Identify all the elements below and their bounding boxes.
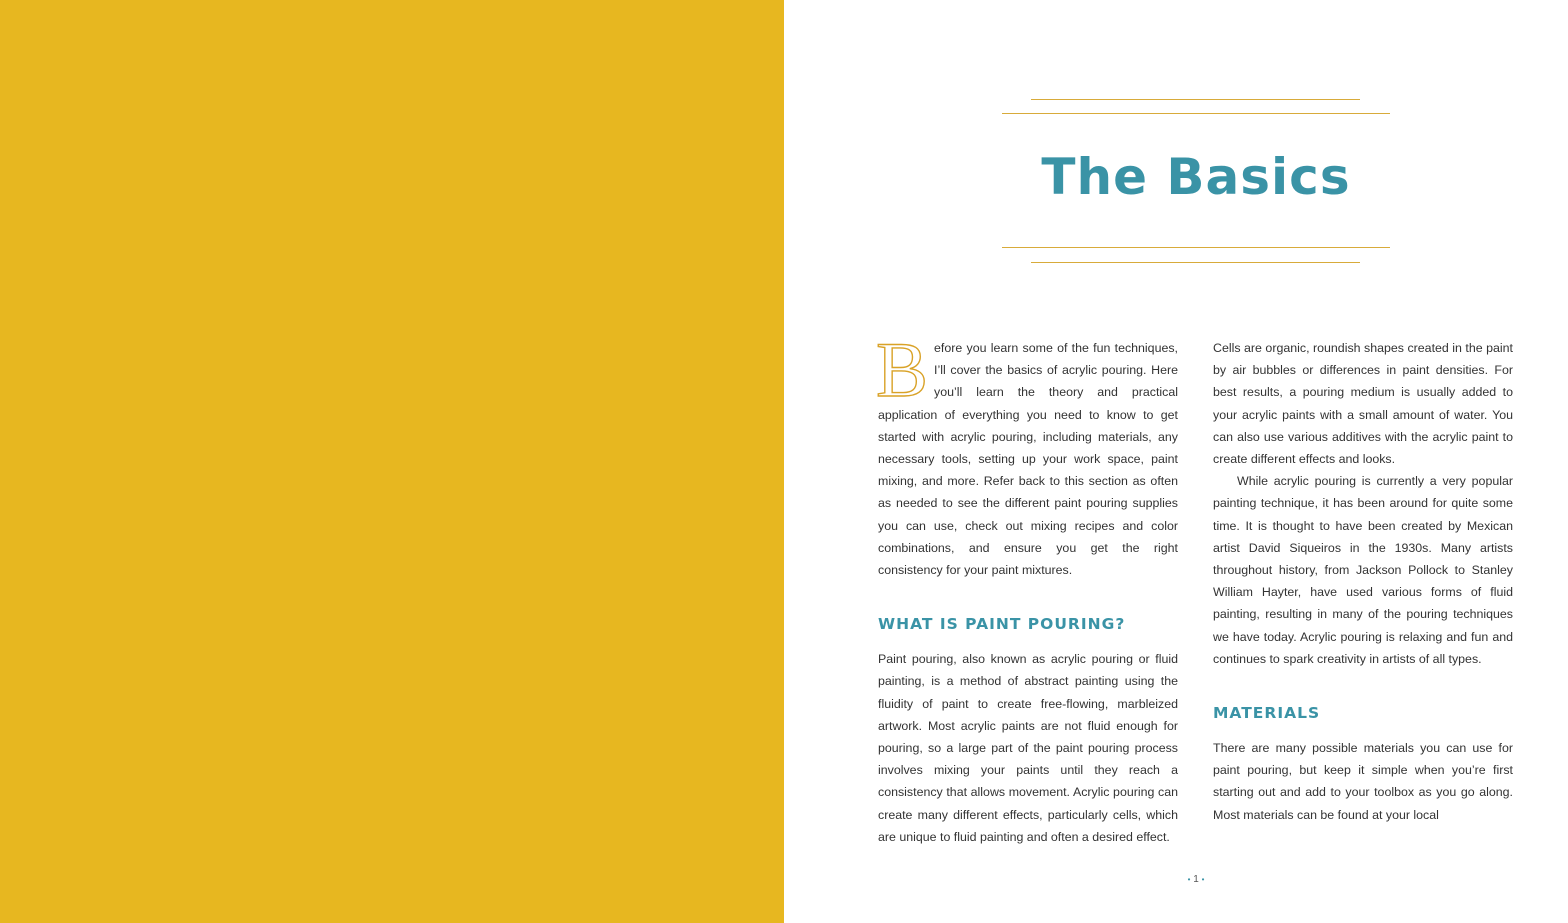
materials-paragraph-1: There are many possible materials you can use for paint pouring, but keep it simple when you’re first starting out and add to your toolbox as you go along. Most materials can be found at your local: [1213, 741, 1513, 822]
page-number: 1: [1193, 874, 1199, 885]
folio-ornament-right: •: [1201, 875, 1205, 884]
what-is-paragraph-1: Paint pouring, also known as acrylic pouring or fluid painting, is a method of abstract painting using the fluidity of paint to create free-flowing, marbleized artwork. Most acrylic paints are not fluid enough for pouring, so a large part of the paint pouring process involves mixing your paints until they reach a consistency that allows movement. Acrylic pouring can create many different effects, particularly cells, which are unique to fluid painting and often a desired effect.: [878, 652, 1178, 844]
title-bottom-rule-short: [1031, 262, 1360, 263]
title-top-rule-short: [1031, 99, 1360, 100]
intro-text: efore you learn some of the fun techniques, I’ll cover the basics of acrylic pouring. Here you’ll learn the theory and practical application of everything you need to know to get started with acrylic pouring, including materials, any necessary tools, setting up your work space, paint mixing, and more. Refer back to this section as often as needed to see the different paint pouring supplies you can use, check out mixing recipes and color combinations, and ensure you get the right consistency for your paint mixtures.: [878, 341, 1178, 578]
intro-paragraph: [876, 326, 1178, 581]
section-heading-what-is: WHAT IS PAINT POURING?: [878, 615, 1126, 634]
what-is-paragraph-2: While acrylic pouring is currently a very popular painting technique, it has been around for quite some time. It is thought to have been created by Mexican artist David Siqueiros in the 1930s. Many artists throughout history, from Jackson Pollock to Stanley William Hayter, have used various forms of fluid painting, resulting in many of the pouring techniques we have today. Acrylic pouring is relaxing and fun and continues to spark creativity in artists of all types.: [1213, 474, 1513, 666]
drop-cap: B: [876, 326, 929, 413]
folio-ornament-left: •: [1187, 875, 1191, 884]
title-top-rule-long: [1002, 113, 1390, 114]
chapter-title: The Basics: [1041, 148, 1351, 206]
section-heading-materials: MATERIALS: [1213, 704, 1321, 723]
what-is-paragraph-1-continued: Cells are organic, roundish shapes created in the paint by air bubbles or differences in paint densities. For best results, a pouring medium is usually added to your acrylic paints with a small amount of water. You can also use various additives with the acrylic paint to create different effects and looks.: [1213, 341, 1513, 467]
text-column-left: [876, 326, 1178, 848]
text-column-right: [1213, 337, 1513, 826]
title-bottom-rule-long: [1002, 247, 1390, 248]
page-folio: [1146, 874, 1246, 885]
